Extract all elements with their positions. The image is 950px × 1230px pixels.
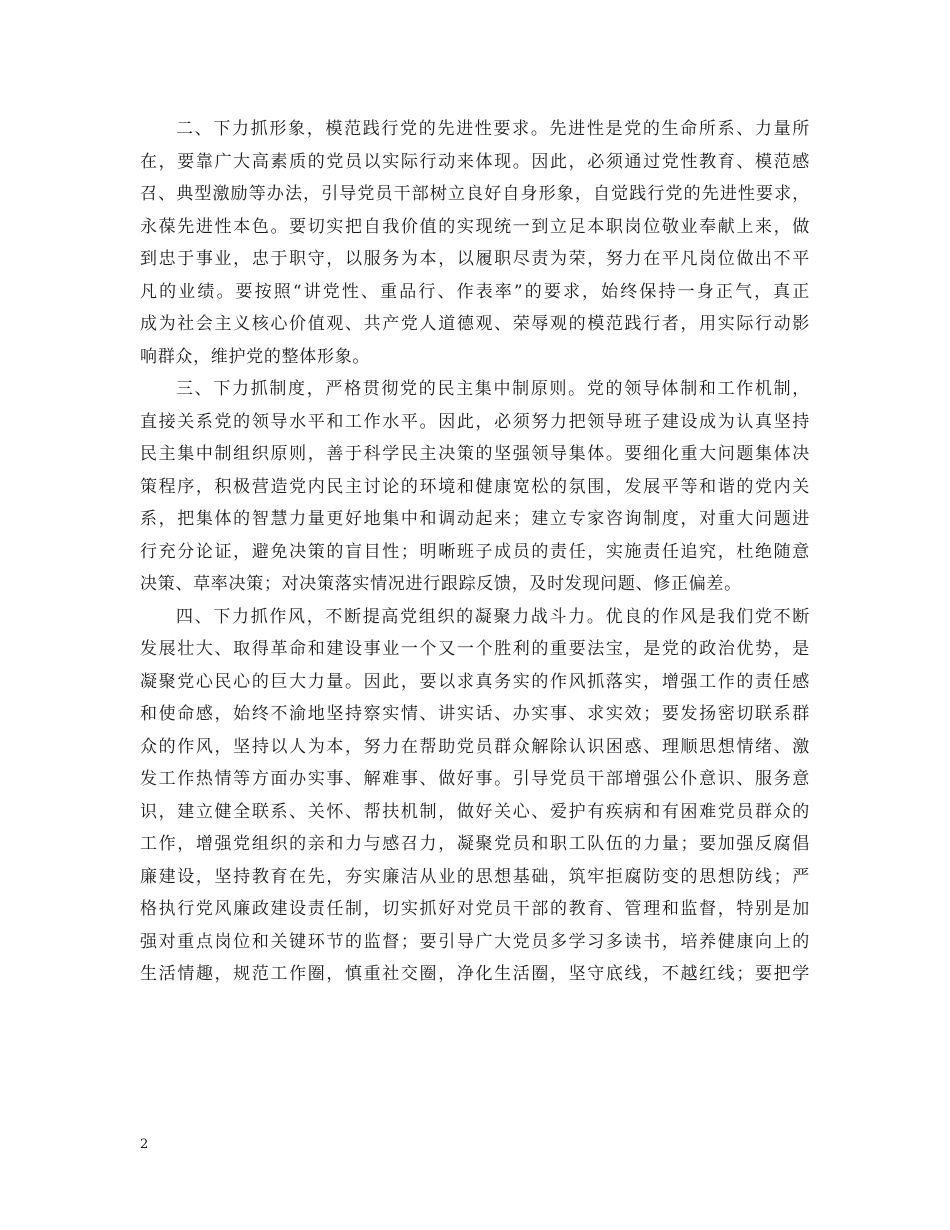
text-line: 决策、草率决策；对决策落实情况进行跟踪反馈，及时发现问题、修正偏差。 <box>140 574 742 594</box>
text-line: 廉建设，坚持教育在先，夯实廉洁从业的思想基础，筑牢拒腐防变的思想防线；严 <box>140 866 810 887</box>
page-number: 2 <box>140 1137 149 1152</box>
text-line: 直接关系党的领导水平和工作水平。因此，必须努力把领导班子建设成为认真坚持 <box>140 411 810 432</box>
paragraph-3 <box>140 373 810 601</box>
text-line: 凡的业绩。要按照“讲党性、重品行、作表率”的要求，始终保持一身正气，真正 <box>140 281 810 302</box>
document-body <box>140 113 810 991</box>
text-line: 四、下力抓作风，不断提高党组织的凝聚力战斗力。优良的作风是我们党不断 <box>176 606 810 627</box>
paragraph-2 <box>140 113 810 373</box>
text-line: 众的作风，坚持以人为本，努力在帮助党员群众解除认识困惑、理顺思想情绪、激 <box>140 736 810 757</box>
text-line: 在，要靠广大高素质的党员以实际行动来体现。因此，必须通过党性教育、模范感 <box>140 151 810 172</box>
text-line: 策程序，积极营造党内民主讨论的环境和健康宽松的氛围，发展平等和谐的党内关 <box>140 476 810 497</box>
text-line: 二、下力抓形象，模范践行党的先进性要求。先进性是党的生命所系、力量所 <box>176 119 810 139</box>
text-line: 永葆先进性本色。要切实把自我价值的实现统一到立足本职岗位敬业奉献上来，做 <box>140 216 810 237</box>
text-line: 成为社会主义核心价值观、共产党人道德观、荣辱观的模范践行者，用实际行动影 <box>140 314 810 334</box>
text-line: 工作，增强党组织的亲和力与感召力，凝聚党员和职工队伍的力量；要加强反腐倡 <box>140 834 810 854</box>
text-line: 强对重点岗位和关键环节的监督；要引导广大党员多学习多读书，培养健康向上的 <box>140 931 810 952</box>
text-line: 到忠于事业，忠于职守，以服务为本，以履职尽责为荣，努力在平凡岗位做出不平 <box>140 249 810 269</box>
text-line: 格执行党风廉政建设责任制，切实抓好对党员干部的教育、管理和监督，特别是加 <box>140 899 810 919</box>
text-line: 凝聚党心民心的巨大力量。因此，要以求真务实的作风抓落实，增强工作的责任感 <box>140 671 810 692</box>
text-line: 召、典型激励等办法，引导党员干部树立良好自身形象，自觉践行党的先进性要求， <box>140 184 810 204</box>
text-line: 和使命感，始终不渝地坚持察实情、讲实话、办实事、求实效；要发扬密切联系群 <box>140 704 810 724</box>
text-line: 行充分论证，避免决策的盲目性；明晰班子成员的责任，实施责任追究，杜绝随意 <box>140 541 810 562</box>
text-line: 民主集中制组织原则，善于科学民主决策的坚强领导集体。要细化重大问题集体决 <box>140 444 810 464</box>
text-line: 生活情趣，规范工作圈，慎重社交圈，净化生活圈，坚守底线，不越红线；要把学 <box>140 964 810 984</box>
text-line: 系，把集体的智慧力量更好地集中和调动起来；建立专家咨询制度，对重大问题进 <box>140 509 810 529</box>
text-line: 发展壮大、取得革命和建设事业一个又一个胜利的重要法宝，是党的政治优势，是 <box>140 639 810 659</box>
paragraph-4 <box>140 601 810 991</box>
text-line: 三、下力抓制度，严格贯彻党的民主集中制原则。党的领导体制和工作机制， <box>176 379 810 399</box>
text-line: 响群众，维护党的整体形象。 <box>140 346 371 367</box>
text-line: 识，建立健全联系、关怀、帮扶机制，做好关心、爱护有疾病和有困难党员群众的 <box>140 801 810 822</box>
text-line: 发工作热情等方面办实事、解难事、做好事。引导党员干部增强公仆意识、服务意 <box>140 769 810 789</box>
